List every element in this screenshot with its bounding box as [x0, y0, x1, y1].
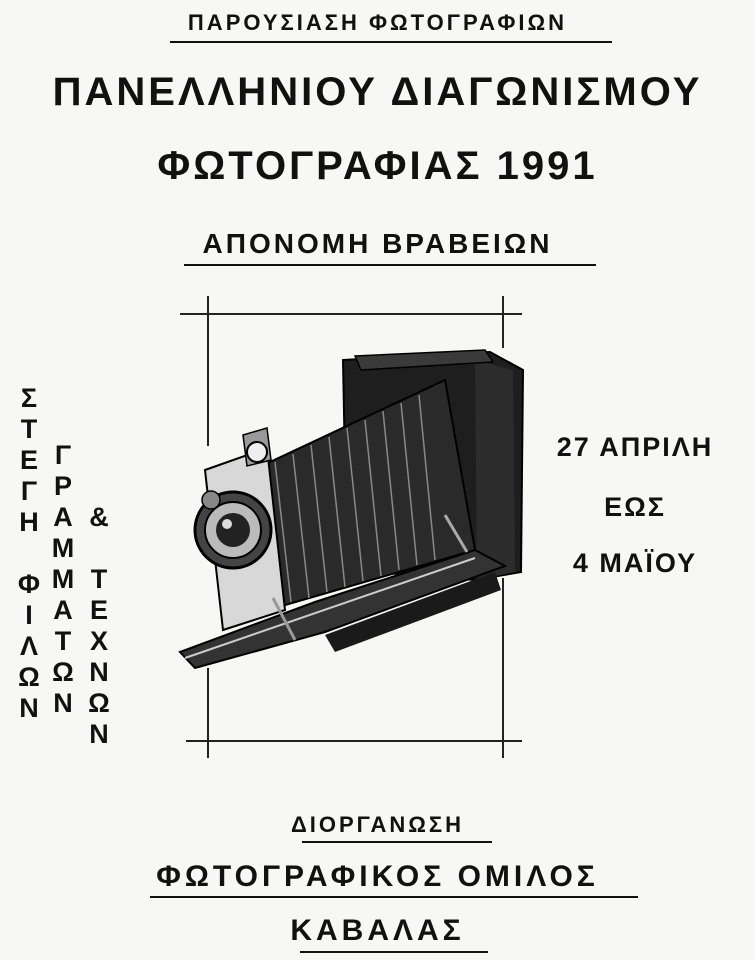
venue-letter: Τ — [20, 414, 38, 444]
frame-top-line — [180, 313, 522, 315]
venue-letter: Α — [53, 595, 73, 625]
venue-letter — [86, 533, 112, 564]
title-line-1: ΠΑΝΕΛΛΗΝΙΟΥ ΔΙΑΓΩΝΙΣΜΟΥ — [52, 70, 703, 114]
venue-letter: Λ — [19, 631, 38, 661]
venue-letter: Μ — [51, 533, 75, 563]
venue-letter: Η — [19, 507, 39, 537]
venue-letter: Μ — [51, 564, 75, 594]
venue-letter: Χ — [89, 626, 108, 656]
date-end: 4 ΜΑΪΟΥ — [572, 548, 698, 578]
frame-left-bottom-line — [207, 668, 209, 758]
subtitle-underline — [184, 264, 596, 266]
camera-illustration — [175, 340, 530, 670]
venue-letter: Ω — [88, 688, 110, 718]
venue-letter: Ε — [19, 445, 38, 475]
venue-letter: Γ — [20, 476, 38, 506]
venue-letter: Ω — [18, 662, 40, 692]
venue-letter: Ν — [53, 688, 73, 718]
venue-letter: Ι — [25, 600, 33, 630]
date-start: 27 ΑΠΡΙΛΗ — [556, 432, 714, 462]
heading-underline — [170, 41, 612, 43]
venue-letter: Φ — [17, 569, 41, 599]
venue-letter: Τ — [90, 564, 108, 594]
venue-letter: Ν — [89, 719, 109, 749]
venue-letter: Σ — [20, 383, 38, 413]
frame-bottom-line — [186, 740, 522, 742]
venue-letter: & — [89, 502, 109, 532]
date-until: ΕΩΣ — [604, 492, 666, 522]
venue-letter: Α — [53, 502, 73, 532]
venue-letter: Ν — [89, 657, 109, 687]
club-underline — [150, 896, 638, 898]
venue-column-2 — [50, 440, 76, 719]
venue-column-1 — [16, 383, 42, 724]
subtitle: ΑΠΟΝΟΜΗ ΒΡΑΒΕΙΩΝ — [202, 228, 553, 259]
venue-letter: Ω — [52, 657, 74, 687]
venue-letter: Τ — [54, 626, 72, 656]
venue-letter: Ε — [89, 595, 108, 625]
venue-letter: Γ — [54, 440, 72, 470]
city-underline — [300, 951, 488, 953]
organization-label: ΔΙΟΡΓΑΝΩΣΗ — [290, 812, 465, 837]
presentation-heading: ΠΑΡΟΥΣΙΑΣΗ ΦΩΤΟΓΡΑΦΙΩΝ — [187, 10, 568, 35]
venue-letter: Ν — [19, 693, 39, 723]
club-name: ΦΩΤΟΓΡΑΦΙΚΟΣ ΟΜΙΛΟΣ — [156, 860, 599, 893]
organization-underline — [302, 841, 492, 843]
club-city: ΚΑΒΑΛΑΣ — [290, 914, 465, 947]
title-line-2: ΦΩΤΟΓΡΑΦΙΑΣ 1991 — [157, 144, 598, 188]
venue-letter: Ρ — [53, 471, 72, 501]
venue-column-3 — [86, 502, 112, 750]
venue-letter — [16, 538, 42, 569]
